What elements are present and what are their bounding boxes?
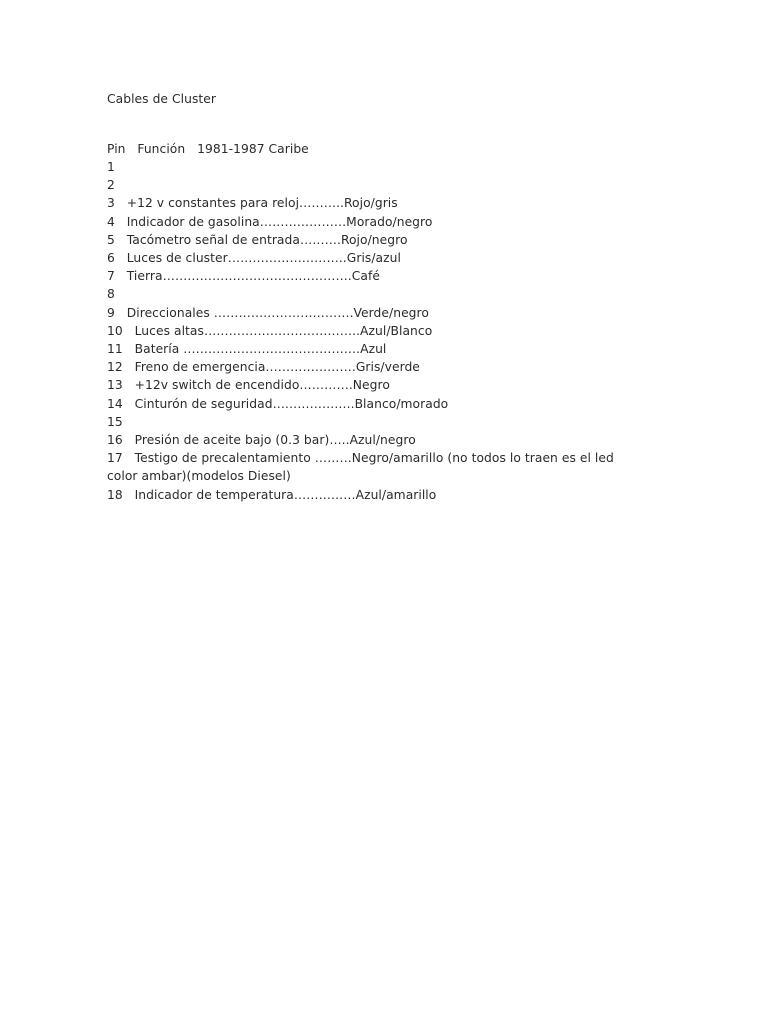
pin-line-12: 12 Freno de emergencia………………….Gris/verde bbox=[107, 360, 420, 375]
pin-list bbox=[107, 158, 667, 504]
pin-line-17: 17 Testigo de precalentamiento ………Negro/amarillo (no todos lo traen es el led color ambar)(modelos Diesel) bbox=[107, 451, 618, 484]
pin-line-11: 11 Batería …………………………………….Azul bbox=[107, 341, 387, 356]
pin-line-9: 9 Direccionales …………………………….Verde/negro bbox=[107, 305, 429, 320]
pin-line-13: 13 +12v switch de encendido………….Negro bbox=[107, 378, 390, 393]
pin-line-1: 1 bbox=[107, 159, 115, 174]
pin-line-4: 4 Indicador de gasolina…………………Morado/negro bbox=[107, 214, 433, 229]
pin-line-16: 16 Presión de aceite bajo (0.3 bar)…..Azul/negro bbox=[107, 432, 416, 447]
pin-line-8: 8 bbox=[107, 287, 115, 302]
pin-line-18: 18 Indicador de temperatura……………Azul/amarillo bbox=[107, 487, 437, 502]
document-title: Cables de Cluster bbox=[107, 92, 216, 106]
pin-line-6: 6 Luces de cluster………………………..Gris/azul bbox=[107, 250, 401, 265]
pin-line-2: 2 bbox=[107, 178, 115, 193]
pin-line-14: 14 Cinturón de seguridad………………..Blanco/morado bbox=[107, 396, 449, 411]
document-page bbox=[107, 90, 667, 504]
pin-line-3: 3 +12 v constantes para reloj………..Rojo/gris bbox=[107, 196, 398, 211]
pin-line-10: 10 Luces altas………………………………..Azul/Blanco bbox=[107, 323, 433, 338]
pin-line-15: 15 bbox=[107, 414, 123, 429]
pin-line-7: 7 Tierra……………………………………….Café bbox=[107, 269, 380, 284]
pin-line-5: 5 Tacómetro señal de entrada……….Rojo/negro bbox=[107, 232, 408, 247]
table-header-line: Pin Función 1981-1987 Caribe bbox=[107, 141, 309, 156]
